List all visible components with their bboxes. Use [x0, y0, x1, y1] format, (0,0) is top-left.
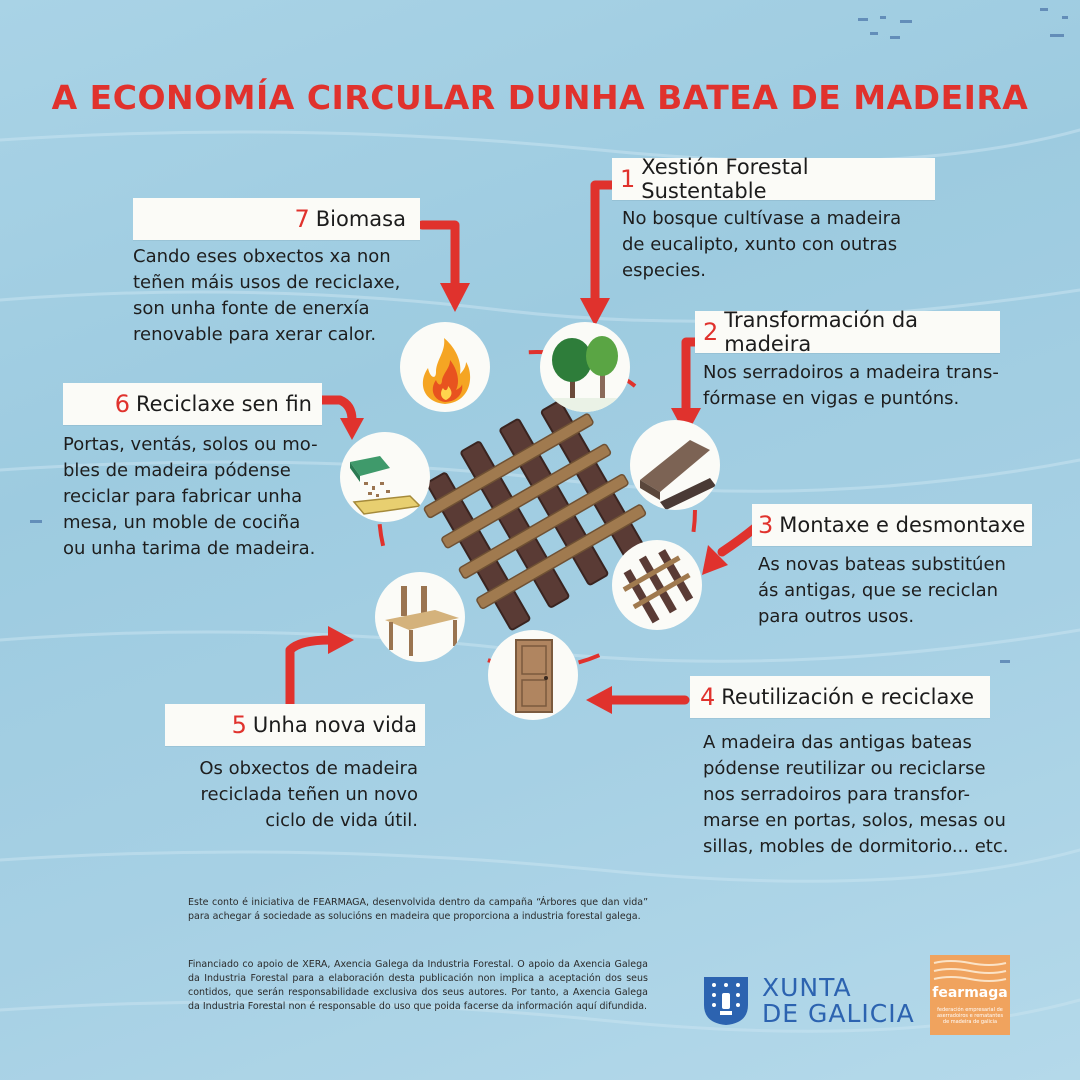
text-line: sillas, mobles de dormitorio... etc.: [703, 836, 1009, 857]
step-title: Unha nova vida: [252, 713, 417, 737]
text-line: mesa, un moble de cociña: [63, 512, 301, 533]
step-title: Reciclaxe sen fin: [136, 392, 312, 416]
step-1-description: [622, 206, 922, 284]
text-line: nos serradoiros para transfor-: [703, 784, 971, 805]
text-line: reciclar para fabricar unha: [63, 486, 303, 507]
fearmaga-tagline: federación empresarial de aserradoiros e rematantes de madeira de galicia: [936, 1007, 1004, 1025]
table-chairs-icon: [375, 572, 465, 662]
step-number: 5: [231, 711, 247, 739]
step-title: Biomasa: [315, 207, 406, 231]
step-number: 2: [703, 318, 719, 346]
recycling-chips-icon: [340, 432, 430, 522]
text-line: As novas bateas substitúen: [758, 554, 1006, 575]
step-2-description: [703, 360, 1003, 412]
text-line: fórmase en vigas e puntóns.: [703, 388, 960, 409]
step-number: 1: [620, 165, 636, 193]
text-line: Portas, ventás, solos ou mo-: [63, 434, 318, 455]
xunta-name-line1: XUNTA: [762, 973, 852, 1002]
step-5-description: [180, 756, 418, 834]
step-number: 7: [294, 205, 310, 233]
step-3-description: [758, 552, 1038, 630]
step-2-label: [695, 308, 1000, 356]
step-title: Reutilización e reciclaxe: [721, 685, 975, 709]
page-title: A ECONOMÍA CIRCULAR DUNHA BATEA DE MADEIRA: [51, 78, 1029, 117]
forest-icon: [540, 322, 630, 412]
step-7-description: [133, 244, 403, 348]
step-title: Xestión Forestal Sustentable: [641, 155, 809, 203]
text-line: son unha fonte de enerxía: [133, 298, 370, 319]
step-7-label: [133, 198, 420, 240]
step-number: 3: [758, 511, 774, 539]
step-number: 4: [700, 683, 716, 711]
footer-funding-text: Financiado co apoio de XERA, Axencia Galega da Industria Forestal. O apoio da Axencia Galega da Industria Forestal para a elaboración desta publicación non implica a aceptación dos seus contidos, que serán responsabilidade exclusiva dos seus autores. Por tanto, a Axencia Galega da Industria Forestal non é responsable do uso que poida facerse da información aquí difundida.: [188, 959, 648, 1012]
text-line: Nos serradoiros a madeira trans-: [703, 362, 999, 383]
step-4-label: [690, 676, 990, 718]
text-line: bles de madeira pódense: [63, 460, 291, 481]
step-5-label: [165, 704, 425, 746]
arrow-3: [722, 527, 756, 552]
text-line: Cando eses obxectos xa non: [133, 246, 391, 267]
xunta-name-line2: DE GALICIA: [762, 999, 915, 1028]
text-line: ciclo de vida útil.: [265, 810, 418, 831]
galicia-shield-icon: [702, 975, 750, 1027]
step-6-description: [63, 432, 318, 562]
arrow-7: [422, 225, 455, 285]
step-3-label: [752, 504, 1032, 546]
fire-icon: [400, 322, 490, 412]
step-4-description: [703, 730, 1033, 860]
text-line: pódense reutilizar ou reciclarse: [703, 758, 986, 779]
text-line: A madeira das antigas bateas: [703, 732, 972, 753]
arrow-6: [322, 400, 352, 420]
step-1-label: [612, 155, 935, 203]
text-line: de eucalipto, xunto con outras: [622, 234, 898, 255]
text-line: marse en portas, solos, mesas ou: [703, 810, 1006, 831]
text-line: ou unha tarima de madeira.: [63, 538, 316, 559]
fearmaga-name: fearmaga: [932, 985, 1008, 1001]
step-6-label: [63, 383, 322, 425]
text-line: renovable para xerar calor.: [133, 324, 377, 345]
text-line: teñen máis usos de reciclaxe,: [133, 272, 401, 293]
door-icon: [488, 630, 578, 720]
step-title: Transformación da madeira: [724, 308, 919, 356]
xunta-de-galicia-logo: [702, 975, 915, 1027]
arrow-1: [595, 185, 612, 300]
text-line: especies.: [622, 260, 707, 281]
step-title: Montaxe e desmontaxe: [779, 513, 1026, 537]
text-line: Os obxectos de madeira: [199, 758, 418, 779]
arrow-5: [290, 640, 330, 705]
timber-beams-icon: [630, 420, 720, 510]
text-line: ás antigas, que se reciclan: [758, 580, 999, 601]
step-number: 6: [114, 390, 131, 418]
fearmaga-logo: [930, 955, 1010, 1035]
text-line: para outros usos.: [758, 606, 915, 627]
footer-initiative-text: Este conto é iniciativa de FEARMAGA, desenvolvida dentro da campaña “Árbores que dan vida” para achegar á sociedade as solucións en madeira que proporciona a industria forestal galega.: [188, 897, 648, 922]
text-line: No bosque cultívase a madeira: [622, 208, 902, 229]
text-line: reciclada teñen un novo: [200, 784, 418, 805]
dismantled-batea-icon: [612, 540, 702, 630]
